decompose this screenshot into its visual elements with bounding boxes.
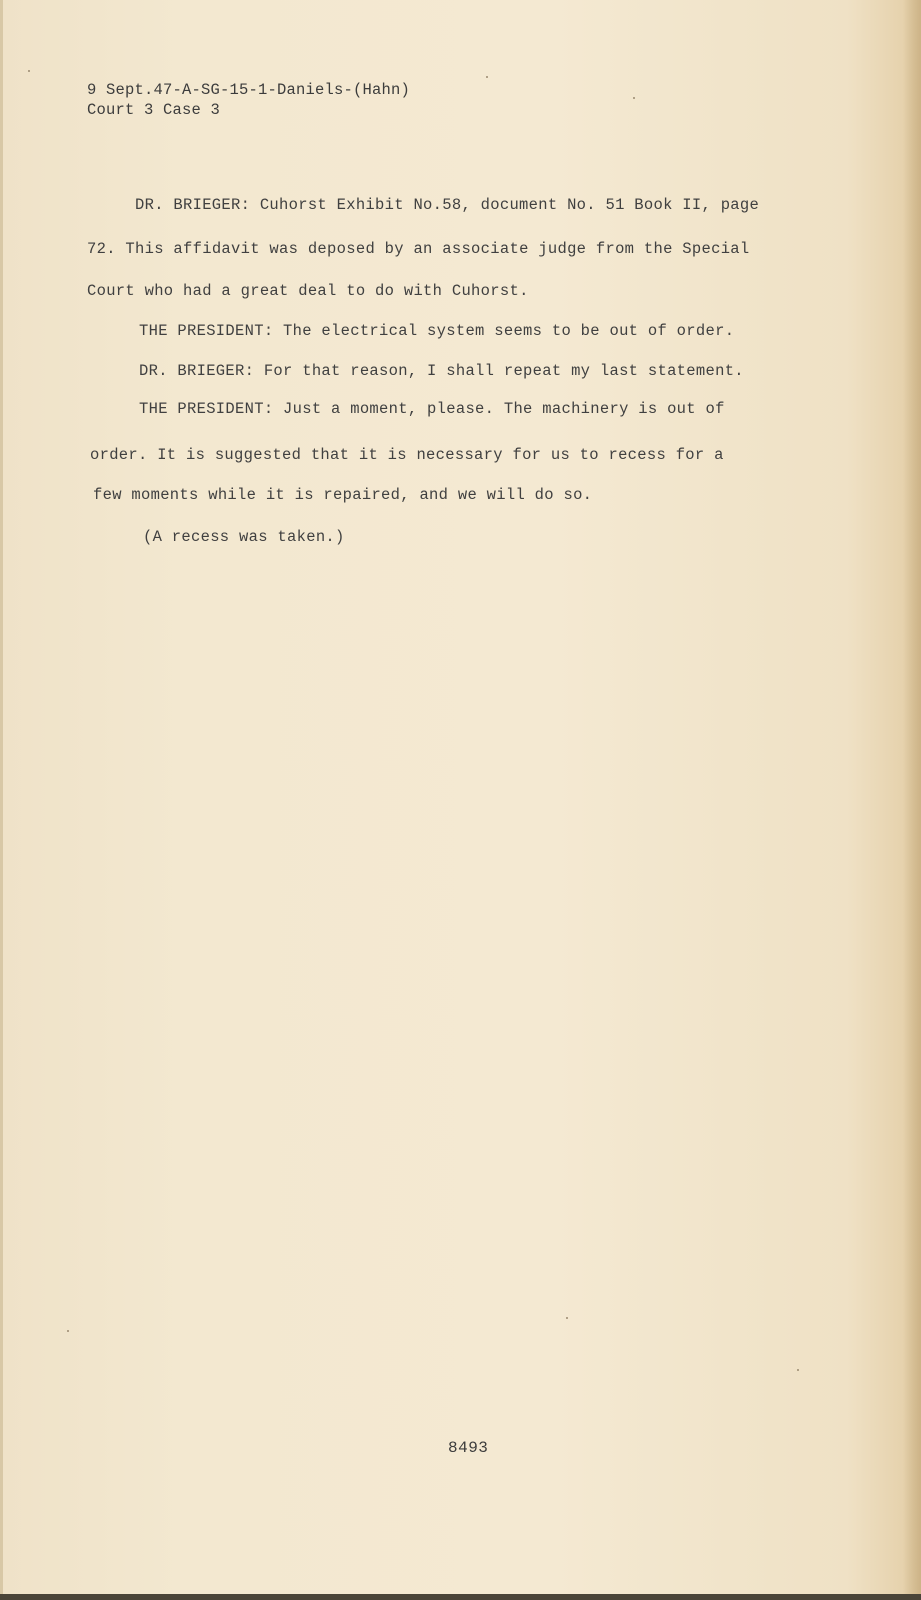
transcript-line: few moments while it is repaired, and we will do so. <box>93 486 593 504</box>
page-left-edge <box>0 0 3 1600</box>
transcript-line: DR. BRIEGER: Cuhorst Exhibit No.58, document No. 51 Book II, page <box>135 196 760 214</box>
transcript-line: (A recess was taken.) <box>143 528 345 546</box>
transcript-line: order. It is suggested that it is necessary for us to recess for a <box>90 446 724 464</box>
transcript-line: 72. This affidavit was deposed by an associate judge from the Special <box>87 240 750 258</box>
paper-speck <box>797 1369 799 1371</box>
transcript-line: Court who had a great deal to do with Cuhorst. <box>87 282 529 300</box>
paper-speck <box>486 76 488 78</box>
page-number: 8493 <box>448 1439 489 1457</box>
document-header <box>87 80 410 120</box>
page-bottom-edge <box>0 1594 921 1600</box>
paper-speck <box>633 97 635 99</box>
transcript-line: THE PRESIDENT: The electrical system seems to be out of order. <box>139 322 735 340</box>
header-court-case: Court 3 Case 3 <box>87 101 221 119</box>
paper-speck <box>67 1330 69 1332</box>
header-reference: 9 Sept.47-A-SG-15-1-Daniels-(Hahn) <box>87 81 411 99</box>
transcript-line: DR. BRIEGER: For that reason, I shall repeat my last statement. <box>139 362 744 380</box>
transcript-line: THE PRESIDENT: Just a moment, please. The machinery is out of <box>139 400 725 418</box>
paper-speck <box>28 70 30 72</box>
paper-speck <box>566 1317 568 1319</box>
page-right-edge-shadow <box>903 0 921 1600</box>
